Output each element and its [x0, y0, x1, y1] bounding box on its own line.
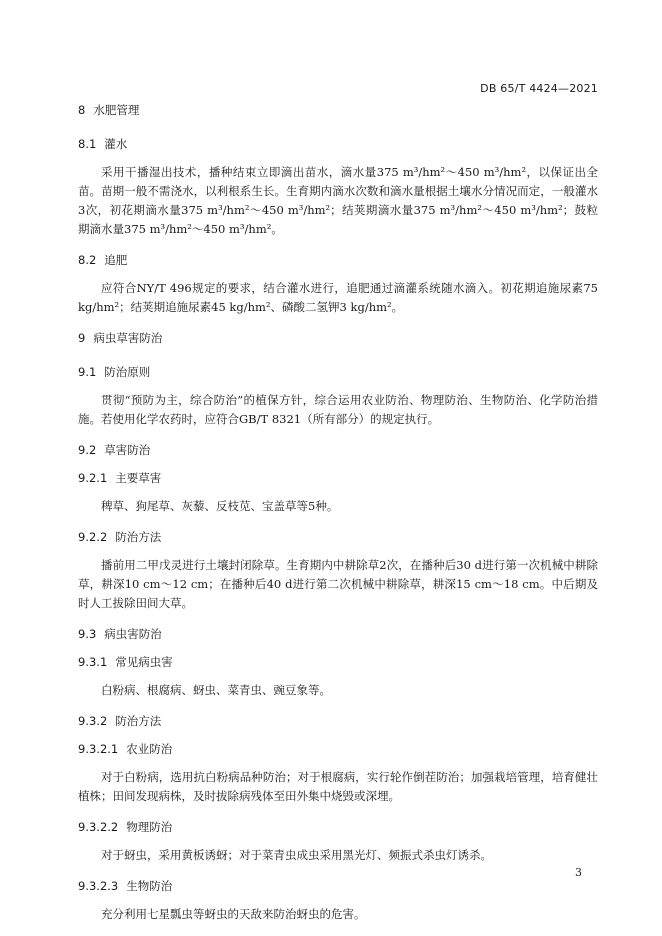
section-number: 9.3.2.2 — [78, 820, 119, 834]
section-9-3-2-3-heading — [78, 877, 598, 895]
section-number: 8 — [78, 103, 86, 117]
section-number: 9 — [78, 331, 86, 345]
section-8-2-heading — [78, 251, 598, 269]
section-title: 追肥 — [104, 253, 128, 267]
section-title: 病虫害防治 — [104, 627, 162, 641]
section-9-1-heading — [78, 363, 598, 381]
section-number: 9.3.2.1 — [78, 742, 119, 756]
section-9-2-2-text: 播前用二甲戊灵进行土壤封闭除草。生育期内中耕除草2次，在播种后30 d进行第一次机械中耕除草，耕深10 cm～12 cm；在播种后40 d进行第二次机械中耕除草，耕深15 cm～18 cm。中后期及时人工拔除田间大草。 — [78, 558, 598, 610]
section-title: 灌水 — [104, 137, 128, 151]
section-title: 农业防治 — [126, 742, 173, 756]
document-body — [78, 101, 598, 936]
section-8-1-heading — [78, 135, 598, 153]
section-8-heading — [78, 101, 598, 119]
section-9-3-heading — [78, 625, 598, 643]
section-number: 9.2.2 — [78, 530, 108, 544]
section-9-3-2-1-text: 对于白粉病，选用抗白粉病品种防治；对于根腐病，实行轮作倒茬防治；加强栽培管理，培育健壮植株；田间发现病株，及时拔除病残体至田外集中烧毁或深埋。 — [78, 770, 598, 803]
section-title: 防治原则 — [104, 365, 151, 379]
section-title: 病虫草害防治 — [93, 331, 163, 345]
section-title: 物理防治 — [126, 820, 173, 834]
section-number: 8.1 — [78, 137, 97, 151]
section-9-2-1-text: 稗草、狗尾草、灰藜、反枝苋、宝盖草等5种。 — [101, 499, 339, 513]
section-9-heading — [78, 329, 598, 347]
section-number: 8.2 — [78, 253, 97, 267]
page-number: 3 — [575, 866, 582, 879]
section-title: 防治方法 — [115, 714, 162, 728]
section-8-2-text: 应符合NY/T 496规定的要求，结合灌水进行，追肥通过滴灌系统随水滴入。初花期追施尿素75 kg/hm²；结荚期追施尿素45 kg/hm²、磷酸二氢钾3 kg/hm²。 — [78, 281, 598, 314]
section-9-1-text: 贯彻“预防为主，综合防治”的植保方针，综合运用农业防治、物理防治、生物防治、化学防治措施。若使用化学农药时，应符合GB/T 8321（所有部分）的规定执行。 — [78, 393, 598, 426]
section-9-2-2-heading — [78, 528, 598, 546]
section-title: 防治方法 — [115, 530, 162, 544]
section-title: 生物防治 — [126, 879, 173, 893]
section-9-2-heading — [78, 441, 598, 459]
section-9-3-2-3-text: 充分利用七星瓢虫等蚜虫的天敌来防治蚜虫的危害。 — [101, 907, 366, 921]
section-title: 常见病虫害 — [115, 655, 173, 669]
section-9-2-1-heading — [78, 469, 598, 487]
section-9-3-2-2-heading — [78, 818, 598, 836]
section-8-1-text: 采用干播湿出技术，播种结束立即滴出苗水，滴水量375 m³/hm²～450 m³/hm²，以保证出全苗。苗期一般不需浇水，以利根系生长。生育期内滴水次数和滴水量根据土壤水分情况而定，一般灌水3次，初花期滴水量375 m³/hm²～450 m³/hm²；结荚期滴水量375 m³/hm²～450 m³/hm²；鼓粒期滴水量375 m³/hm²～450 m³/hm²。 — [78, 165, 598, 236]
section-number: 9.3.2 — [78, 714, 108, 728]
section-number: 9.3.1 — [78, 655, 108, 669]
section-9-3-2-heading — [78, 712, 598, 730]
section-9-3-1-heading — [78, 653, 598, 671]
section-number: 9.1 — [78, 365, 97, 379]
section-number: 9.3 — [78, 627, 97, 641]
section-number: 9.2.1 — [78, 471, 108, 485]
section-title: 草害防治 — [104, 443, 151, 457]
section-title: 主要草害 — [115, 471, 162, 485]
section-number: 9.2 — [78, 443, 97, 457]
section-9-3-2-1-heading — [78, 740, 598, 758]
section-9-3-2-2-text: 对于蚜虫，采用黄板诱蚜；对于菜青虫成虫采用黑光灯、频振式杀虫灯诱杀。 — [101, 848, 492, 862]
section-title: 水肥管理 — [93, 103, 140, 117]
section-number: 9.3.2.3 — [78, 879, 119, 893]
standard-code: DB 65/T 4424—2021 — [480, 82, 598, 95]
section-9-3-1-text: 白粉病、根腐病、蚜虫、菜青虫、豌豆象等。 — [101, 683, 331, 697]
